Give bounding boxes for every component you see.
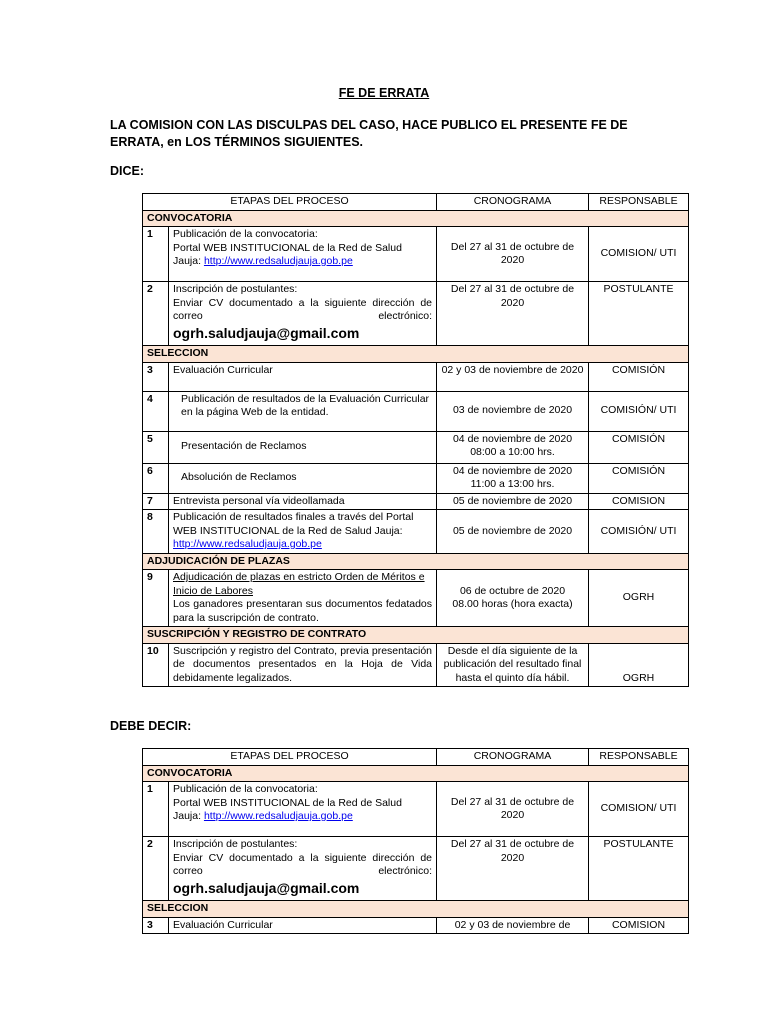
- header-cronograma: CRONOGRAMA: [437, 194, 589, 211]
- section-convocatoria: CONVOCATORIA: [143, 765, 689, 782]
- row-cronograma: 02 y 03 de noviembre de 2020: [437, 362, 589, 391]
- table-row: [143, 493, 689, 510]
- row-cronograma: Del 27 al 31 de octubre de 2020: [437, 782, 589, 837]
- cronograma-time: 08:00 a 10:00 hrs.: [470, 446, 555, 458]
- row-etapa: Absolución de Reclamos: [169, 463, 437, 493]
- row-responsable: POSTULANTE: [589, 837, 689, 901]
- etapa-line: Enviar CV documentado a la siguiente dirección de correo electrónico:: [173, 296, 433, 322]
- table-row: [143, 510, 689, 554]
- row-number: 1: [143, 782, 169, 837]
- row-number: 2: [143, 837, 169, 901]
- row-responsable: COMISION/ UTI: [589, 227, 689, 282]
- email-address[interactable]: ogrh.saludjauja@gmail.com: [173, 879, 360, 896]
- row-number: 2: [143, 282, 169, 346]
- row-cronograma: 03 de noviembre de 2020: [437, 391, 589, 431]
- etapa-line: Publicación de la convocatoria:: [173, 228, 318, 240]
- header-responsable: RESPONSABLE: [589, 194, 689, 211]
- etapa-line: Los ganadores presentaran sus documentos fedatados para la suscripción de contrato.: [173, 598, 433, 624]
- etapa-line: Jauja:: [173, 255, 204, 267]
- row-etapa: Entrevista personal vía videollamada: [169, 493, 437, 510]
- etapa-line: Inscripción de postulantes:: [173, 283, 298, 295]
- cronograma-time: 11:00 a 13:00 hrs.: [470, 478, 555, 490]
- table-header-row: [143, 749, 689, 766]
- row-responsable: COMISION/ UTI: [589, 782, 689, 837]
- row-number: 4: [143, 391, 169, 431]
- etapa-line: Jauja:: [173, 810, 204, 822]
- section-adjudicacion: ADJUDICACIÓN DE PLAZAS: [143, 553, 689, 570]
- row-responsable: COMISIÓN: [589, 463, 689, 493]
- web-link[interactable]: http://www.redsaludjauja.gob.pe: [203, 810, 353, 822]
- row-cronograma: Del 27 al 31 de octubre de 2020: [437, 282, 589, 346]
- section-suscripcion: SUSCRIPCIÓN Y REGISTRO DE CONTRATO: [143, 627, 689, 644]
- row-responsable: COMISIÓN/ UTI: [589, 510, 689, 554]
- row-cronograma: [437, 570, 589, 627]
- row-responsable: COMISION: [589, 917, 689, 934]
- row-responsable: COMISION: [589, 493, 689, 510]
- row-responsable: OGRH: [589, 570, 689, 627]
- table-row: [143, 391, 689, 431]
- row-cronograma: Del 27 al 31 de octubre de 2020: [437, 227, 589, 282]
- row-cronograma: Desde el día siguiente de la publicación del resultado final hasta el quinto día hábil.: [437, 643, 589, 687]
- etapa-line: Publicación de resultados finales a través del Portal WEB INSTITUCIONAL de la Red de Salud Jauja:: [173, 511, 414, 537]
- intro-paragraph: LA COMISION CON LAS DISCULPAS DEL CASO, HACE PUBLICO EL PRESENTE FE DE ERRATA, en LOS TÉRMINOS SIGUIENTES.: [110, 118, 628, 149]
- row-etapa: [169, 570, 437, 627]
- section-seleccion: SELECCION: [143, 901, 689, 918]
- header-etapas: ETAPAS DEL PROCESO: [143, 749, 437, 766]
- row-etapa: [169, 837, 437, 901]
- row-etapa: [169, 282, 437, 346]
- row-number: 7: [143, 493, 169, 510]
- section-convocatoria: CONVOCATORIA: [143, 210, 689, 227]
- etapa-line: Inscripción de postulantes:: [173, 838, 298, 850]
- table-row: [143, 282, 689, 346]
- row-number: 6: [143, 463, 169, 493]
- table-row: [143, 570, 689, 627]
- dice-label: DICE:: [110, 164, 145, 178]
- row-number: 3: [143, 917, 169, 934]
- row-etapa: Suscripción y registro del Contrato, previa presentación de documentos presentados en la Hoja de Vida debidamente legalizados.: [169, 643, 437, 687]
- row-responsable: COMISIÓN: [589, 362, 689, 391]
- row-responsable: COMISIÓN: [589, 431, 689, 463]
- table-row: [143, 837, 689, 901]
- row-etapa: Publicación de resultados de la Evaluación Curricular en la página Web de la entidad.: [169, 391, 437, 431]
- table-row: [143, 362, 689, 391]
- row-etapa: [169, 510, 437, 554]
- row-etapa: Evaluación Curricular: [169, 362, 437, 391]
- row-etapa: Evaluación Curricular: [169, 917, 437, 934]
- row-responsable: COMISIÓN/ UTI: [589, 391, 689, 431]
- header-cronograma: CRONOGRAMA: [437, 749, 589, 766]
- row-responsable: OGRH: [589, 643, 689, 687]
- section-seleccion: SELECCION: [143, 346, 689, 363]
- row-cronograma: 05 de noviembre de 2020: [437, 493, 589, 510]
- table-row: [143, 917, 689, 934]
- row-number: 3: [143, 362, 169, 391]
- email-address[interactable]: ogrh.saludjauja@gmail.com: [173, 324, 360, 341]
- cronograma-time: 08.00 horas (hora exacta): [452, 598, 573, 610]
- row-cronograma: [437, 463, 589, 493]
- etapa-line: Portal WEB INSTITUCIONAL de la Red de Salud: [173, 796, 402, 809]
- document-title: FE DE ERRATA: [338, 86, 430, 100]
- table-header-row: [143, 194, 689, 211]
- etapa-line: Portal WEB INSTITUCIONAL de la Red de Salud: [173, 241, 402, 254]
- web-link[interactable]: http://www.redsaludjauja.gob.pe: [203, 255, 353, 267]
- row-number: 5: [143, 431, 169, 463]
- row-etapa: [169, 227, 437, 282]
- schedule-table-debe-decir: [142, 748, 689, 934]
- row-cronograma: [437, 431, 589, 463]
- row-etapa: Presentación de Reclamos: [169, 431, 437, 463]
- etapa-line: Publicación de la convocatoria:: [173, 783, 318, 795]
- row-number: 1: [143, 227, 169, 282]
- row-cronograma: 02 y 03 de noviembre de: [437, 917, 589, 934]
- row-number: 9: [143, 570, 169, 627]
- table-row: [143, 431, 689, 463]
- etapa-line: Enviar CV documentado a la siguiente dirección de correo electrónico:: [173, 851, 433, 877]
- table-row: [143, 463, 689, 493]
- cronograma-date: 04 de noviembre de 2020: [452, 432, 573, 445]
- header-responsable: RESPONSABLE: [589, 749, 689, 766]
- schedule-table-dice: [142, 193, 689, 687]
- table-row: [143, 643, 689, 687]
- row-number: 8: [143, 510, 169, 554]
- row-responsable: POSTULANTE: [589, 282, 689, 346]
- row-etapa: [169, 782, 437, 837]
- web-link[interactable]: http://www.redsaludjauja.gob.pe: [173, 538, 322, 550]
- cronograma-date: 04 de noviembre de 2020: [452, 464, 573, 477]
- debe-decir-label: DEBE DECIR:: [110, 719, 192, 733]
- row-cronograma: Del 27 al 31 de octubre de 2020: [437, 837, 589, 901]
- table-row: [143, 227, 689, 282]
- etapa-line: Adjudicación de plazas en estricto Orden de Méritos e Inicio de Labores: [173, 571, 425, 597]
- row-cronograma: 05 de noviembre de 2020: [437, 510, 589, 554]
- table-row: [143, 782, 689, 837]
- cronograma-date: 06 de octubre de 2020: [459, 584, 566, 597]
- row-number: 10: [143, 643, 169, 687]
- header-etapas: ETAPAS DEL PROCESO: [143, 194, 437, 211]
